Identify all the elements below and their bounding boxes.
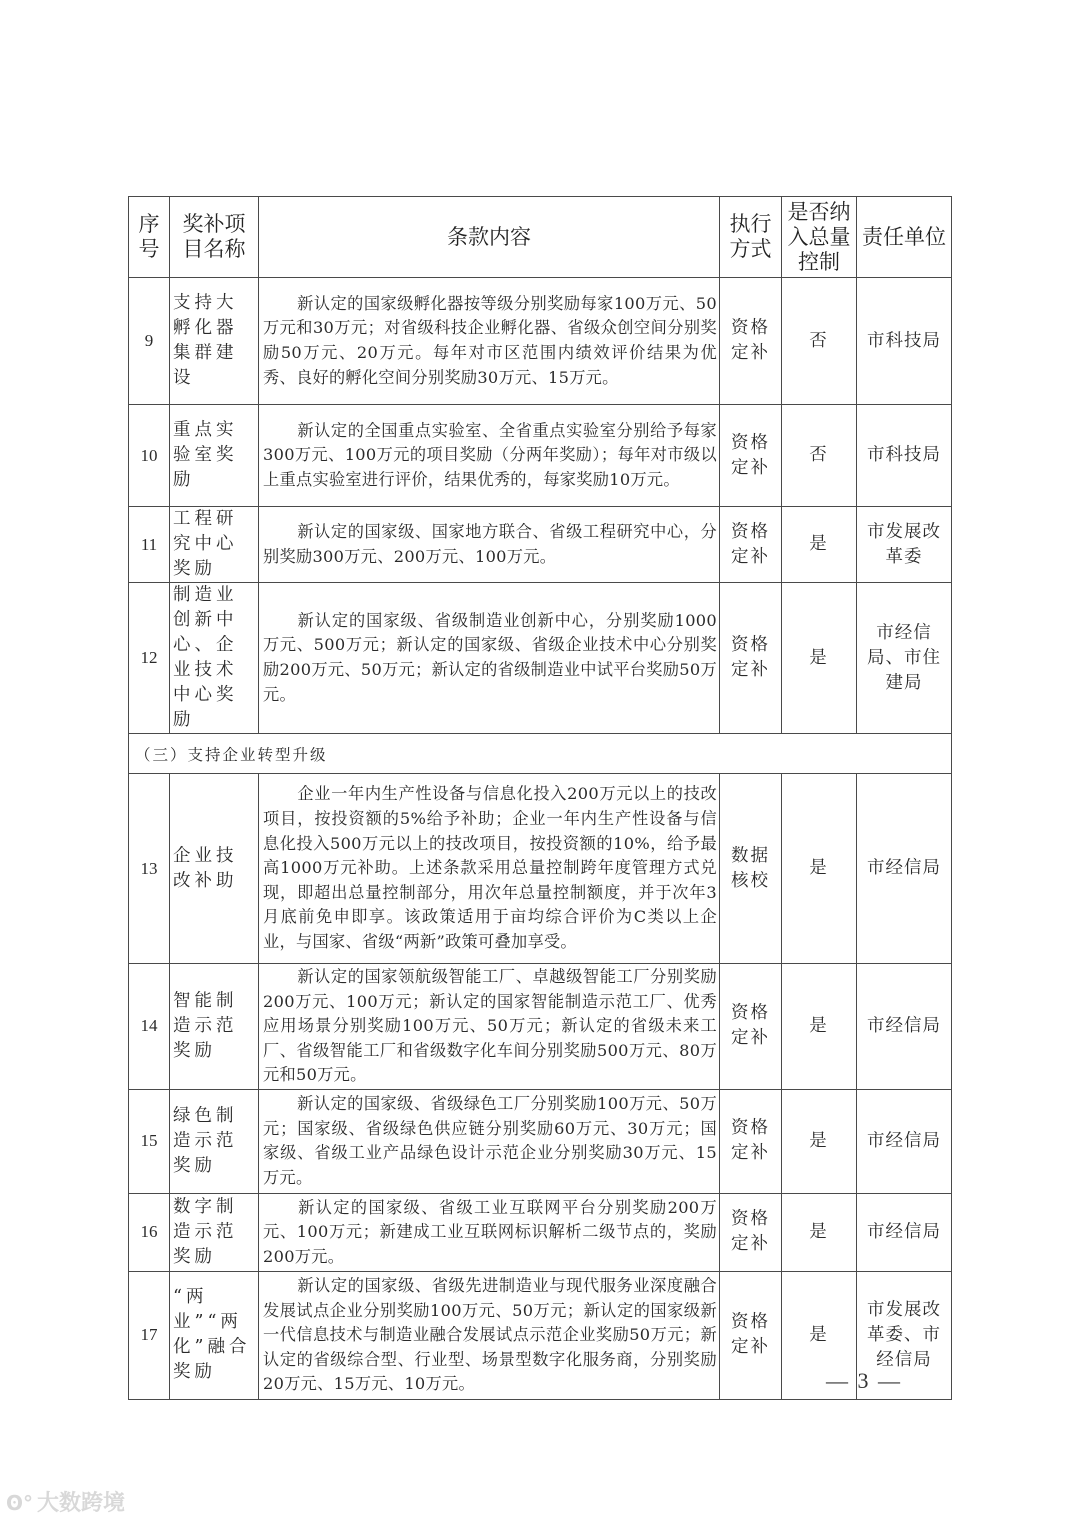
method-text: 资格定补 — [731, 432, 770, 478]
content-text: 新认定的国家级、省级先进制造业与现代服务业深度融合发展试点企业分别奖励100万元、50万元；新认定的国家级新一代信息技术与制造业融合发展试点示范企业奖励50万元；新认定的省级综合型、行业型、场景型数字化服务商，分别奖励20万元、15万元、10万元。 — [263, 1275, 717, 1394]
method-text: 资格定补 — [731, 1003, 770, 1049]
table-row — [129, 1193, 952, 1271]
cell-content — [259, 964, 720, 1090]
cell-total-control: 是 — [782, 1193, 857, 1271]
cell-method — [720, 405, 782, 507]
cell-seq: 12 — [129, 583, 170, 734]
cell-project-name: 支持大孵化器集群建设 — [170, 278, 259, 405]
unit-text: 市经信局 — [867, 1221, 941, 1242]
cell-total-control: 否 — [782, 278, 857, 405]
cell-seq: 11 — [129, 507, 170, 583]
header-unit: 责任单位 — [857, 197, 952, 278]
header-seq: 序号 — [129, 197, 170, 278]
cell-content — [259, 1193, 720, 1271]
cell-responsible-unit — [857, 405, 952, 507]
unit-text: 市经信局 — [867, 1130, 941, 1151]
cell-content — [259, 507, 720, 583]
section-row — [129, 734, 952, 774]
cell-content — [259, 774, 720, 964]
watermark — [6, 1486, 125, 1517]
method-text: 资格定补 — [731, 318, 770, 363]
header-name: 奖补项目名称 — [170, 197, 259, 278]
cell-responsible-unit — [857, 964, 952, 1090]
cell-total-control: 是 — [782, 583, 857, 734]
table-row — [129, 405, 952, 507]
unit-text: 市科技局 — [867, 330, 941, 351]
cell-project-name: 数字制造示范奖励 — [170, 1193, 259, 1271]
page-number: — 3 — — [826, 1368, 902, 1393]
table-row — [129, 774, 952, 964]
content-text: 新认定的国家级、省级绿色工厂分别奖励100万元、50万元；国家级、省级绿色供应链分别奖励60万元、30万元；国家级、省级工业产品绿色设计示范企业分别奖励30万元、15万元。 — [263, 1094, 717, 1188]
table-row — [129, 964, 952, 1090]
table-header-row — [129, 197, 952, 278]
unit-text: 市经信局、市住建局 — [867, 622, 941, 693]
cell-seq: 10 — [129, 405, 170, 507]
cell-responsible-unit — [857, 583, 952, 734]
cell-method — [720, 1193, 782, 1271]
content-text: 新认定的国家级、省级工业互联网平台分别奖励200万元、100万元；新建成工业互联网标识解析二级节点的，奖励200万元。 — [263, 1197, 717, 1266]
method-text: 资格定补 — [731, 635, 770, 680]
table-row — [129, 278, 952, 405]
cell-total-control: 是 — [782, 507, 857, 583]
table-row — [129, 1089, 952, 1193]
cell-project-name: 智能制造示范奖励 — [170, 964, 259, 1090]
unit-text: 市经信局 — [867, 1015, 941, 1036]
cell-project-name: 企业技改补助 — [170, 774, 259, 964]
unit-text: 市发展改革委 — [867, 521, 941, 567]
watermark-text: 大数跨境 — [37, 1491, 126, 1516]
header-control: 是否纳入总量控制 — [782, 197, 857, 278]
cell-seq: 15 — [129, 1089, 170, 1193]
cell-total-control: 是 — [782, 774, 857, 964]
cell-method — [720, 583, 782, 734]
cell-project-name: 重点实验室奖励 — [170, 405, 259, 507]
content-text: 新认定的国家领航级智能工厂、卓越级智能工厂分别奖励200万元、100万元；新认定的国家智能制造示范工厂、优秀应用场景分别奖励100万元、50万元；新认定的省级未来工厂、省级智能工厂和省级数字化车间分别奖励500万元、80万元和50万元。 — [263, 967, 717, 1085]
cell-project-name: “两业”“两化”融合奖励 — [170, 1271, 259, 1399]
cell-method — [720, 507, 782, 583]
cell-content — [259, 278, 720, 405]
cell-seq: 14 — [129, 964, 170, 1090]
method-text: 资格定补 — [731, 1209, 770, 1255]
method-text: 数据核校 — [731, 845, 770, 891]
content-text: 企业一年内生产性设备与信息化投入200万元以上的技改项目，按投资额的5%给予补助；企业一年内生产性设备与信息化投入500万元以上的技改项目，按投资额的10%，给予最高1000万元补助。上述条款采用总量控制跨年度管理方式兑现，即超出总量控制部分，用次年总量控制额度，并于次年3月底前免申即享。该政策适用于亩均综合评价为C类以上企业，与国家、省级“两新”政策可叠加享受。 — [263, 784, 717, 951]
cell-responsible-unit — [857, 278, 952, 405]
cell-seq: 13 — [129, 774, 170, 964]
header-content: 条款内容 — [259, 197, 720, 278]
table-row — [129, 507, 952, 583]
cell-content — [259, 1271, 720, 1399]
cell-content — [259, 405, 720, 507]
cell-method — [720, 964, 782, 1090]
content-text: 新认定的国家级、国家地方联合、省级工程研究中心，分别奖励300万元、200万元、100万元。 — [263, 521, 717, 566]
method-text: 资格定补 — [731, 521, 770, 567]
content-text: 新认定的国家级孵化器按等级分别奖励每家100万元、50万元和30万元；对省级科技企业孵化器、省级众创空间分别奖励50万元、20万元。每年对市区范围内绩效评价结果为优秀、良好的孵化空间分别奖励30万元、15万元。 — [263, 293, 717, 387]
policy-table — [128, 196, 952, 1400]
cell-responsible-unit — [857, 1193, 952, 1271]
cell-content — [259, 583, 720, 734]
table-row — [129, 583, 952, 734]
content-text: 新认定的国家级、省级制造业创新中心，分别奖励1000万元、500万元；新认定的国家级、省级企业技术中心分别奖励200万元、50万元；新认定的省级制造业中试平台奖励50万元。 — [263, 610, 717, 704]
unit-text: 市经信局 — [867, 858, 941, 878]
cell-total-control: 是 — [782, 1089, 857, 1193]
section-title: （三）支持企业转型升级 — [129, 734, 952, 774]
unit-text: 市发展改革委、市经信局 — [867, 1299, 941, 1370]
cell-responsible-unit — [857, 774, 952, 964]
cell-total-control: 是 — [782, 964, 857, 1090]
unit-text: 市科技局 — [867, 445, 941, 465]
header-method: 执行方式 — [720, 197, 782, 278]
cell-project-name: 绿色制造示范奖励 — [170, 1089, 259, 1193]
content-text: 新认定的全国重点实验室、全省重点实验室分别给予每家300万元、100万元的项目奖励（分两年奖励）；每年对市级以上重点实验室进行评价，结果优秀的，每家奖励10万元。 — [263, 420, 717, 489]
cell-seq: 17 — [129, 1271, 170, 1399]
cell-project-name: 制造业创新中心、企业技术中心奖励 — [170, 583, 259, 734]
cell-responsible-unit — [857, 1089, 952, 1193]
cell-seq: 9 — [129, 278, 170, 405]
cell-method — [720, 774, 782, 964]
method-text: 资格定补 — [731, 1118, 770, 1164]
cell-method — [720, 278, 782, 405]
cell-responsible-unit — [857, 507, 952, 583]
cell-seq: 16 — [129, 1193, 170, 1271]
cell-project-name: 工程研究中心奖励 — [170, 507, 259, 583]
cell-total-control: 是 — [782, 1271, 857, 1399]
cell-method — [720, 1089, 782, 1193]
cell-content — [259, 1089, 720, 1193]
cell-total-control: 否 — [782, 405, 857, 507]
method-text: 资格定补 — [731, 1312, 770, 1358]
watermark-logo-icon: ʘ° — [6, 1491, 34, 1515]
cell-method — [720, 1271, 782, 1399]
